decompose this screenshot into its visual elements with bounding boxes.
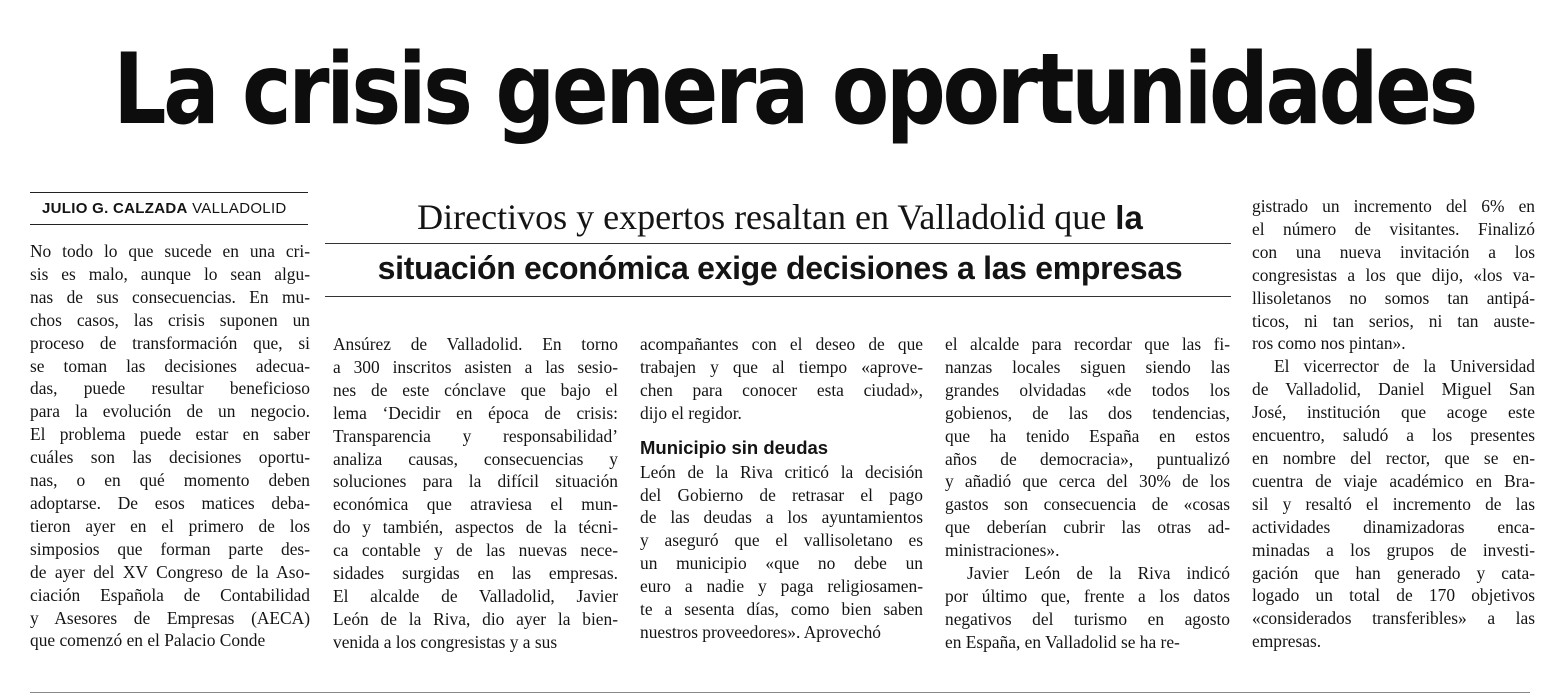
text-line: te a sesenta días, como bien saben [640,599,923,620]
text-line: Transparencia y responsabilidad’ [333,425,618,446]
text-line: de las deudas a los ayuntamientos [640,507,923,528]
text-line: León de la Riva, dio ayer la bien- [333,608,618,629]
text-line: analiza causas, consecuencias y [333,448,618,469]
text-line: actividades dinamizadoras enca- [1252,516,1535,537]
text-line: que comenzó en el Palacio Conde [30,630,266,651]
text-line: lema ‘Decidir en época de crisis: [333,402,618,423]
page-bottom-rule [30,692,1530,693]
text-line: soluciones para la difícil situación [333,471,618,492]
body-column-3-top [640,333,923,425]
text-line: en España, en Valladolid se ha re- [945,631,1180,652]
text-line: El alcalde de Valladolid, Javier [333,585,618,606]
text-line: para la evolución de un negocio. [30,401,310,422]
text-line: ticos, ni tan serios, ni tan auste- [1252,310,1535,331]
text-line: cuáles son las decisiones oportu- [30,447,310,468]
text-line: negativos del turismo en agosto [945,608,1230,629]
text-line: ministraciones». [945,540,1060,561]
deck-line-2: situación económica exige decisiones a las empresas [377,250,1183,286]
text-line: llisoletanos no somos tan antipá- [1252,287,1535,308]
deck-line-1 [330,195,1230,240]
text-line: del Gobierno de retrasar el pago [640,484,923,505]
text-line: simposios que forman parte des- [30,538,310,559]
text-line: sis es malo, aunque lo sean algu- [30,263,310,284]
text-line: do y también, aspectos de la técni- [333,517,618,538]
text-line: euro a nadie y paga religiosamen- [640,576,923,597]
text-line: años de democracia», puntualizó [945,448,1230,469]
text-line: que ha tenido España en estos [945,425,1230,446]
deck-rule-middle [325,243,1231,244]
text-line: El problema puede estar en saber [30,424,310,445]
text-line: gación que han generado y cata- [1252,562,1535,583]
deck-line-1-bold: la [1115,199,1143,236]
text-line: nes de este cónclave que bajo el [333,379,618,400]
text-line: logado un total de 170 objetivos [1252,585,1535,606]
text-line: de ayer del XV Congreso de la Aso- [30,561,310,582]
text-line: No todo lo que sucede en una cri- [30,241,310,261]
text-line: Javier León de la Riva indicó [967,563,1230,584]
text-line: nas de sus consecuencias. En mu- [30,286,310,307]
text-line: nas, o en qué momento deben [30,470,310,491]
text-line: en nombre del rector, que se en- [1252,447,1535,468]
text-line: minadas a los grupos de investi- [1252,539,1535,560]
text-line: gistrado un incremento del 6% en [1252,196,1535,216]
text-line: por último que, frente a los datos [945,585,1230,606]
text-line: José, institución que acoge este [1252,402,1535,423]
text-line: encuentro, saludó a los presentes [1252,425,1535,446]
text-line: un municipio «que no debe un [640,553,923,574]
text-line: congresistas a los que dijo, «los va- [1252,264,1535,285]
text-line: El vicerrector de la Universidad [1274,356,1535,377]
text-line: acompañantes con el deseo de que [640,334,923,354]
text-line: se toman las decisiones adecua- [30,355,310,376]
body-column-5 [1252,195,1535,653]
body-column-1 [30,240,310,652]
text-line: a 300 inscritos asisten a las sesio- [333,356,618,377]
text-line: das, puede resultar beneficioso [30,378,310,399]
text-line: y Asesores de Empresas (AECA) [30,607,310,628]
text-line: Ansúrez de Valladolid. En torno [333,334,618,354]
text-line: que deberían cubrir las otras ad- [945,517,1230,538]
byline-location: VALLADOLID [192,200,287,217]
byline-rule-top [30,192,308,193]
text-line: el alcalde para recordar que las fi- [945,334,1230,354]
text-line: de Valladolid, Daniel Miguel San [1252,379,1535,400]
text-line: «considerados transferibles» a las [1252,608,1535,629]
headline: La crisis genera oportunidades [113,33,1475,147]
section-subhead: Municipio sin deudas [640,436,829,458]
text-line: ciación Española de Contabilidad [30,584,310,605]
text-line: dijo el regidor. [640,402,742,423]
text-line: nuestros proveedores». Aprovechó [640,621,881,642]
byline-author: JULIO G. CALZADA [42,200,188,217]
text-line: nanzas locales siguen siendo las [945,356,1230,377]
text-line: sidades surgidas en las empresas. [333,563,618,584]
text-line: gastos son consecuencia de «cosas [945,494,1230,515]
text-line: cuentra de viaje académico en Bra- [1252,470,1535,491]
text-line: adoptarse. De esos matices deba- [30,492,310,513]
text-line: ca contable y de las nuevas nece- [333,540,618,561]
text-line: grandes olvidadas «de todos los [945,379,1230,400]
text-line: el número de visitantes. Finalizó [1252,218,1535,239]
text-line: y añadió que cerca del 30% de los [945,471,1230,492]
deck-rule-bottom [325,296,1231,297]
text-line: sil y resaltó el incremento de las [1252,493,1535,514]
text-line: chen para conocer esta ciudad», [640,379,923,400]
text-line: gobienos, de las dos tendencias, [945,402,1230,423]
text-line: y aseguró que el vallisoletano es [640,530,923,551]
text-line: trabajen y que al tiempo «aprove- [640,356,923,377]
body-column-2 [333,333,618,654]
text-line: con una nueva invitación a los [1252,241,1535,262]
text-line: chos casos, las crisis suponen un [30,309,310,330]
body-column-4 [945,333,1230,654]
deck-line-1-regular: Directivos y expertos resaltan en Valladolid que [417,197,1116,237]
text-line: ros como nos pintan». [1252,333,1406,354]
text-line: económica que atraviesa el mun- [333,494,618,515]
byline-rule-bottom [30,224,308,225]
body-column-3-bottom [640,461,923,644]
byline [42,200,287,217]
text-line: León de la Riva criticó la decisión [640,461,923,482]
text-line: venida a los congresistas y a sus [333,631,558,652]
text-line: tieron ayer en el primero de los [30,515,310,536]
text-line: proceso de transformación que, si [30,332,310,353]
body-column-3 [640,333,923,644]
text-line: empresas. [1252,631,1322,652]
